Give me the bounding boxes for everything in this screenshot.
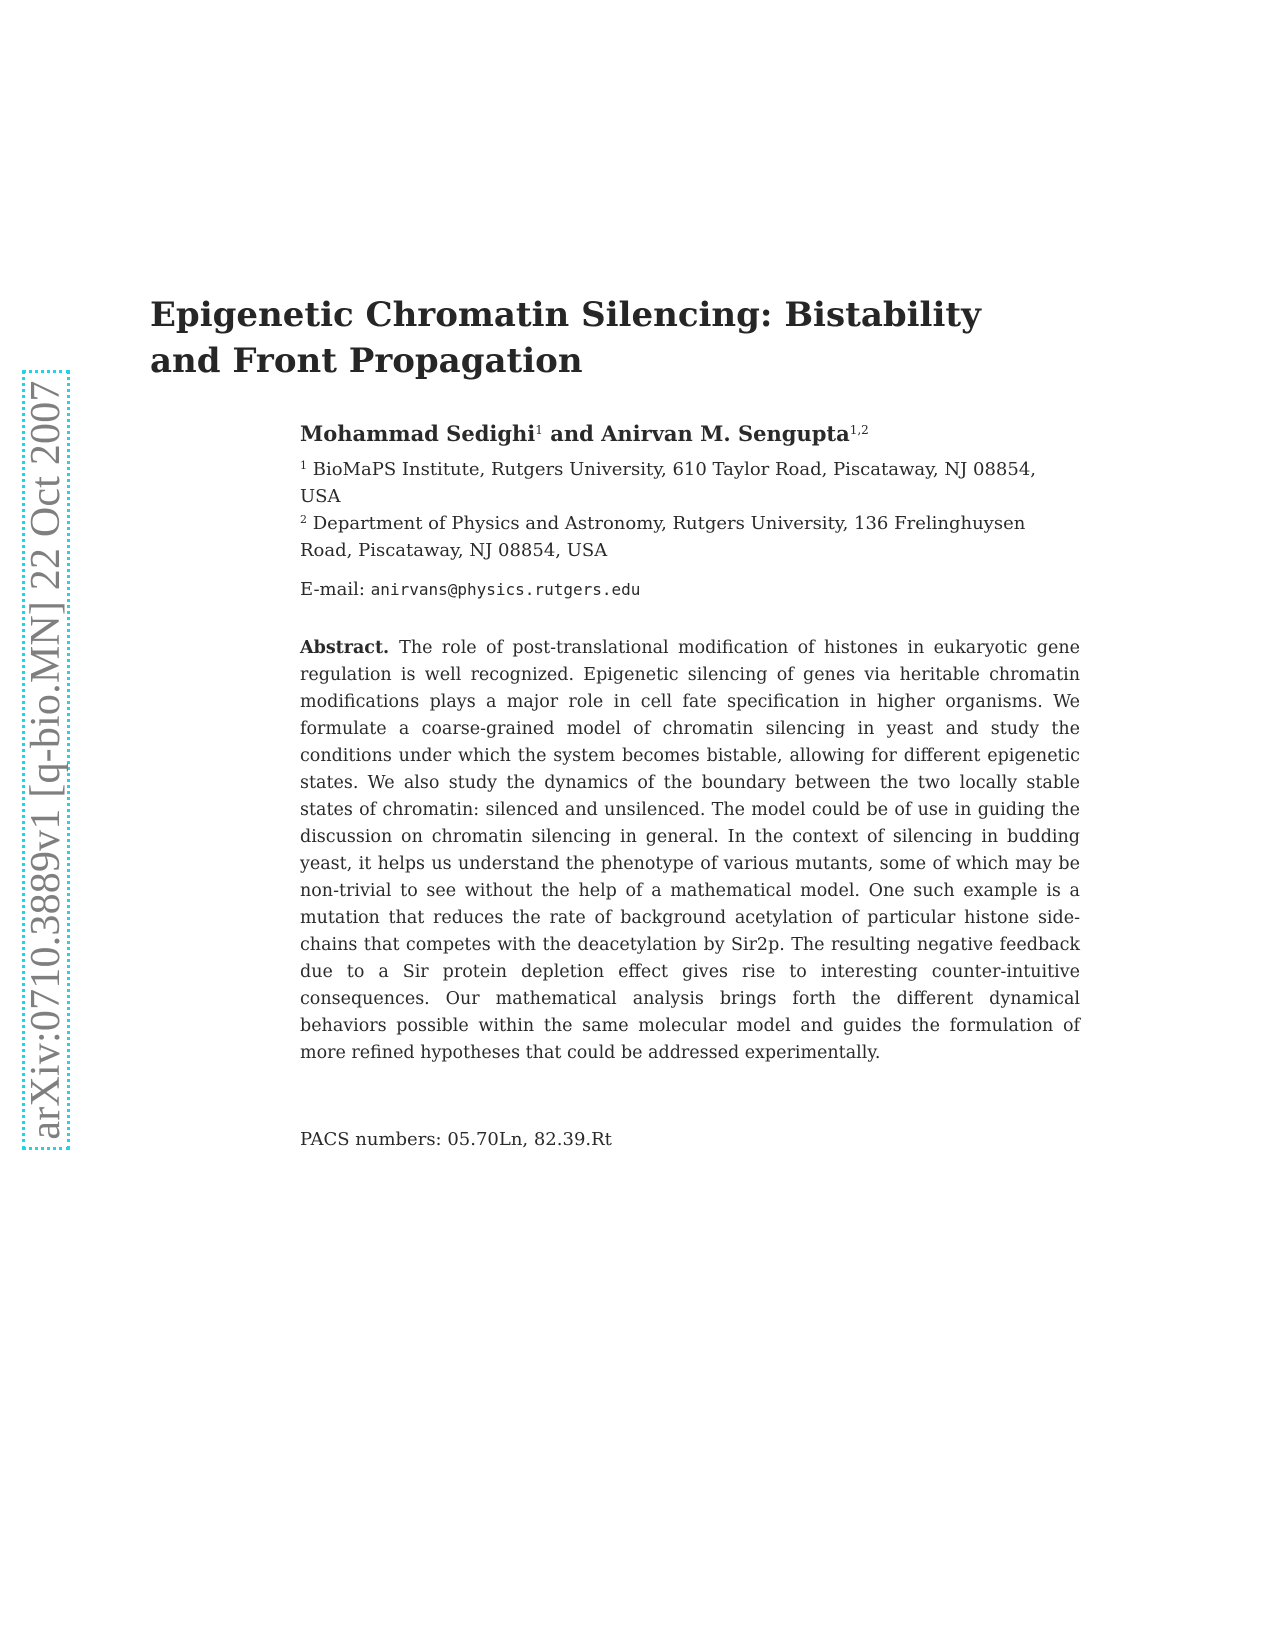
affiliation-text: Department of Physics and Astronomy, Rutgers University, 136 Frelinghuysen Road, Piscataway, NJ 08854, USA bbox=[300, 513, 1026, 561]
abstract bbox=[300, 635, 1080, 1067]
author-line bbox=[300, 420, 1080, 448]
arxiv-identifier: arXiv:0710.3889v1 [q-bio.MN] 22 Oct 2007 bbox=[23, 380, 69, 1140]
email-label: E-mail: bbox=[300, 579, 365, 600]
abstract-label: Abstract. bbox=[300, 638, 390, 658]
paper-title: Epigenetic Chromatin Silencing: Bistability and Front Propagation bbox=[150, 295, 981, 381]
affiliation bbox=[300, 510, 1080, 564]
affiliation-text: BioMaPS Institute, Rutgers University, 610 Taylor Road, Piscataway, NJ 08854, USA bbox=[300, 459, 1036, 507]
affiliation-mark: 2 bbox=[300, 513, 307, 526]
contact-email bbox=[300, 576, 1080, 603]
email-address[interactable]: anirvans@physics.rutgers.edu bbox=[370, 580, 641, 599]
affiliation-mark: 1 bbox=[300, 459, 307, 472]
author-affiliation-mark: 1 bbox=[535, 423, 543, 437]
author-name: Mohammad Sedighi bbox=[300, 421, 536, 446]
author-affiliation-mark: 1,2 bbox=[849, 423, 869, 437]
arxiv-sidebar-stamp bbox=[22, 370, 70, 1150]
abstract-text: The role of post-translational modification of histones in eukaryotic gene regulation is well recognized. Epigenetic silencing of genes via heritable chromatin modifications plays a major role in cell fate specification in higher organisms. We formulate a coarse-grained model of chromatin silencing in yeast and study the conditions under which the system becomes bistable, allowing for different epigenetic states. We also study the dynamics of the boundary between the two locally stable states of chromatin: silenced and unsilenced. The model could be of use in guiding the discussion on chromatin silencing in general. In the context of silencing in budding yeast, it helps us understand the phenotype of various mutants, some of which may be non-trivial to see without the help of a mathematical model. One such example is a mutation that reduces the rate of background acetylation of particular histone side-chains that competes with the deacetylation by Sir2p. The resulting negative feedback due to a Sir protein depletion effect gives rise to interesting counter-intuitive consequences. Our mathematical analysis brings forth the different dynamical behaviors possible within the same molecular model and guides the formulation of more refined hypotheses that could be addressed experimentally. bbox=[300, 638, 1080, 1063]
affiliation bbox=[300, 456, 1080, 510]
author-joiner: and bbox=[550, 421, 594, 446]
pacs-numbers: PACS numbers: 05.70Ln, 82.39.Rt bbox=[300, 1129, 612, 1150]
author-name: Anirvan M. Sengupta bbox=[601, 421, 850, 446]
